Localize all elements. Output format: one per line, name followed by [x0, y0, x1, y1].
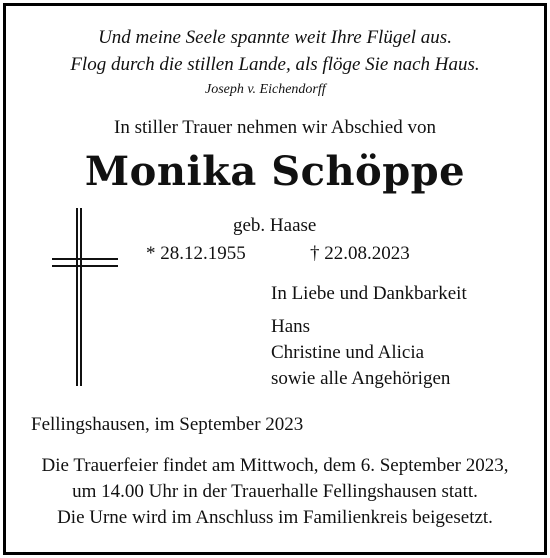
mourner-name: sowie alle Angehörigen [271, 368, 451, 389]
birth-name: geb. Haase [233, 215, 317, 236]
quote-line-2: Flog durch die stillen Lande, als flöge Sie nach Haus. [70, 54, 480, 75]
mourner-name: Hans [271, 316, 311, 337]
funeral-info-line-1: Die Trauerfeier findet am Mittwoch, dem 6. September 2023, [41, 455, 509, 476]
quote-line-1: Und meine Seele spannte weit Ihre Flügel aus. [98, 27, 452, 48]
mourner-name: Christine und Alicia [271, 342, 425, 363]
place-date: Fellingshausen, im September 2023 [31, 414, 304, 435]
funeral-info-line-2: um 14.00 Uhr in der Trauerhalle Fellingshausen statt. [72, 481, 478, 502]
death-date: † 22.08.2023 [310, 243, 410, 264]
funeral-info-line-3: Die Urne wird im Anschluss im Familienkreis beigesetzt. [57, 507, 493, 528]
deceased-name: Monika Schöppe [84, 148, 466, 195]
quote-author: Joseph v. Eichendorff [205, 82, 326, 97]
intro-text: In stiller Trauer nehmen wir Abschied von [114, 117, 436, 138]
mourners-heading: In Liebe und Dankbarkeit [271, 283, 467, 304]
birth-date: * 28.12.1955 [146, 243, 246, 264]
